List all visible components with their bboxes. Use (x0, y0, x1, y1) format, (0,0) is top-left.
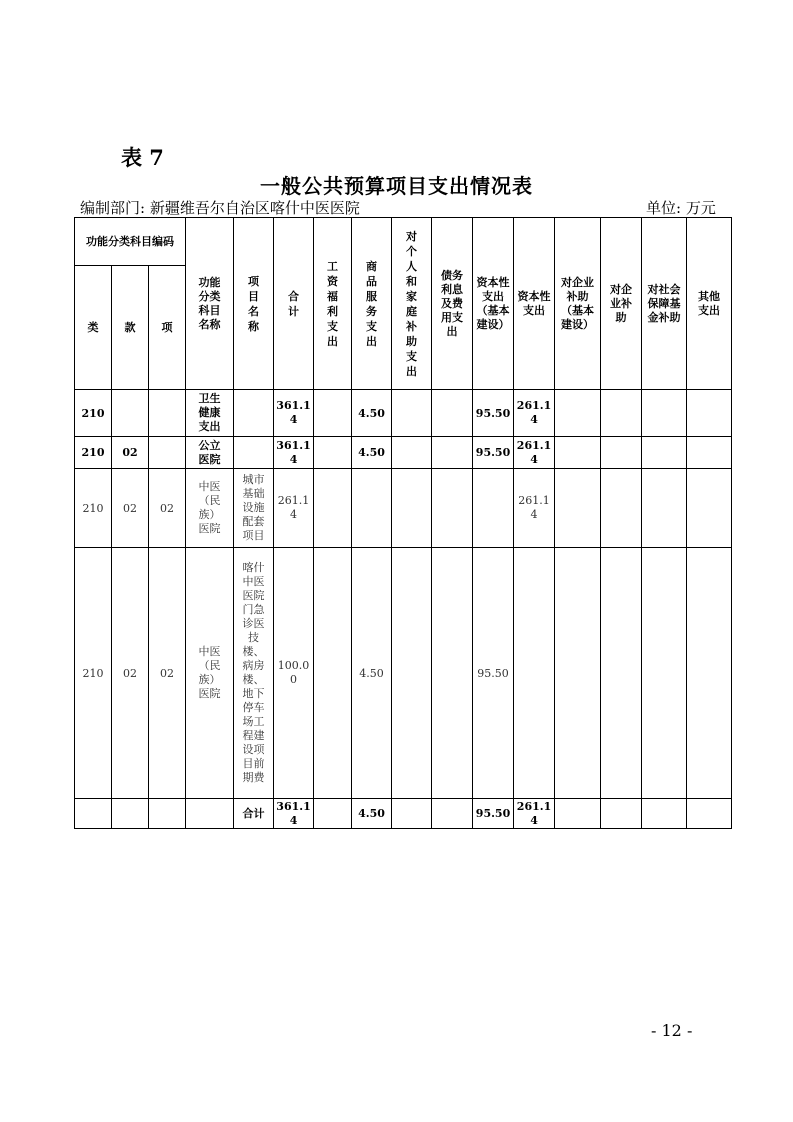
cell-func-name: 中医（民族）医院 (186, 548, 234, 799)
cell-lei: 210 (75, 469, 112, 548)
cell-xiang (149, 437, 186, 469)
cell-capital (514, 548, 555, 799)
header-personal: 对个人和家庭补助支出 (392, 218, 432, 390)
cell-empty (392, 799, 432, 829)
cell-capital: 261.14 (514, 469, 555, 548)
cell-debt (432, 469, 473, 548)
cell-debt (432, 548, 473, 799)
header-row (75, 218, 732, 266)
cell-total: 361.14 (274, 437, 314, 469)
header-capital: 资本性支出 (514, 218, 555, 390)
cell-salary (314, 469, 352, 548)
cell-enterprise (601, 437, 642, 469)
cell-social (642, 390, 687, 437)
header-salary: 工资福利支出 (314, 218, 352, 390)
header-lei: 类 (75, 266, 112, 390)
cell-goods: 4.50 (352, 390, 392, 437)
cell-func-name: 公立医院 (186, 437, 234, 469)
cell-lei: 210 (75, 390, 112, 437)
table-row (75, 548, 732, 799)
cell-other (687, 548, 732, 799)
cell-salary (314, 437, 352, 469)
table-label: 表 7 (121, 145, 164, 170)
cell-goods: 4.50 (352, 548, 392, 799)
cell-enterprise (601, 469, 642, 548)
header-goods: 商品服务支出 (352, 218, 392, 390)
header-func-code: 功能分类科目编码 (75, 218, 186, 266)
cell-enterprise-basic (555, 437, 601, 469)
header-capital-basic: 资本性支出（基本建设） (473, 218, 514, 390)
header-enterprise: 对企业补助 (601, 218, 642, 390)
cell-total: 100.00 (274, 548, 314, 799)
cell-capital-basic: 95.50 (473, 390, 514, 437)
header-xiang: 项 (149, 266, 186, 390)
table-row (75, 390, 732, 437)
cell-empty (432, 799, 473, 829)
header-social: 对社会保障基金补助 (642, 218, 687, 390)
cell-capital-basic: 95.50 (473, 548, 514, 799)
cell-salary (314, 548, 352, 799)
cell-kuan: 02 (112, 469, 149, 548)
cell-social (642, 548, 687, 799)
cell-capital: 261.14 (514, 390, 555, 437)
cell-lei: 210 (75, 548, 112, 799)
cell-personal (392, 469, 432, 548)
cell-kuan (112, 390, 149, 437)
cell-social (642, 469, 687, 548)
unit-label: 单位: 万元 (646, 199, 716, 217)
cell-empty (112, 799, 149, 829)
sum-row (75, 799, 732, 829)
header-kuan: 款 (112, 266, 149, 390)
header-func-name: 功能分类科目名称 (186, 218, 234, 390)
cell-project: 喀什中医医院门急诊医技楼、病房楼、地下停车场工程建设项目前期费 (234, 548, 274, 799)
cell-empty (149, 799, 186, 829)
cell-empty (687, 799, 732, 829)
cell-other (687, 469, 732, 548)
header-enterprise-basic: 对企业补助（基本建设） (555, 218, 601, 390)
cell-social (642, 437, 687, 469)
budget-table (74, 217, 732, 829)
cell-lei: 210 (75, 437, 112, 469)
cell-enterprise (601, 390, 642, 437)
header-debt: 债务利息及费用支出 (432, 218, 473, 390)
cell-func-name: 卫生健康支出 (186, 390, 234, 437)
sum-total: 361.14 (274, 799, 314, 829)
page-number: - 12 - (651, 1021, 693, 1040)
cell-enterprise (601, 548, 642, 799)
header-total: 合计 (274, 218, 314, 390)
cell-xiang: 02 (149, 548, 186, 799)
table-row (75, 437, 732, 469)
cell-empty (601, 799, 642, 829)
cell-debt (432, 437, 473, 469)
cell-empty (642, 799, 687, 829)
sum-goods: 4.50 (352, 799, 392, 829)
cell-goods: 4.50 (352, 437, 392, 469)
cell-capital: 261.14 (514, 437, 555, 469)
table-row (75, 469, 732, 548)
sum-capital: 261.14 (514, 799, 555, 829)
cell-personal (392, 437, 432, 469)
header-project-name: 项目名称 (234, 218, 274, 390)
cell-other (687, 437, 732, 469)
cell-kuan: 02 (112, 548, 149, 799)
page-title: 一般公共预算项目支出情况表 (260, 174, 533, 198)
cell-salary (314, 390, 352, 437)
cell-total: 261.14 (274, 469, 314, 548)
cell-project: 城市基础设施配套项目 (234, 469, 274, 548)
cell-empty (555, 799, 601, 829)
department-label: 编制部门: 新疆维吾尔自治区喀什中医医院 (80, 199, 360, 217)
cell-func-name: 中医（民族）医院 (186, 469, 234, 548)
cell-project (234, 437, 274, 469)
cell-personal (392, 548, 432, 799)
cell-personal (392, 390, 432, 437)
sum-label: 合计 (234, 799, 274, 829)
cell-total: 361.14 (274, 390, 314, 437)
cell-enterprise-basic (555, 390, 601, 437)
cell-empty (314, 799, 352, 829)
cell-capital-basic: 95.50 (473, 437, 514, 469)
cell-xiang (149, 390, 186, 437)
cell-empty (186, 799, 234, 829)
cell-kuan: 02 (112, 437, 149, 469)
cell-goods (352, 469, 392, 548)
header-other: 其他支出 (687, 218, 732, 390)
cell-project (234, 390, 274, 437)
cell-empty (75, 799, 112, 829)
sum-capital-basic: 95.50 (473, 799, 514, 829)
cell-other (687, 390, 732, 437)
cell-xiang: 02 (149, 469, 186, 548)
cell-debt (432, 390, 473, 437)
cell-enterprise-basic (555, 469, 601, 548)
cell-enterprise-basic (555, 548, 601, 799)
cell-capital-basic (473, 469, 514, 548)
